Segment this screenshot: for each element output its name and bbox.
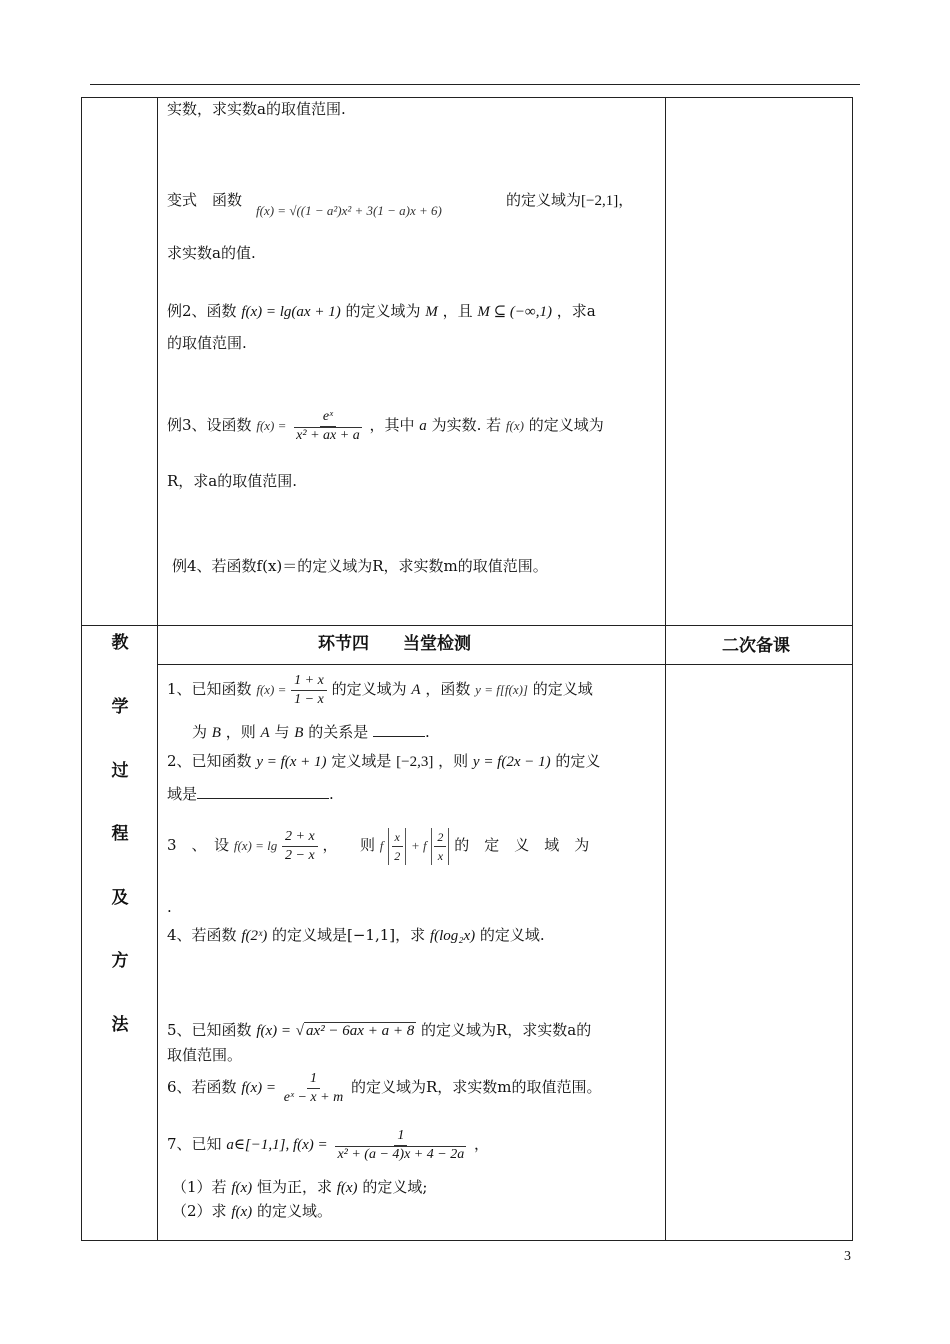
example3-fraction: $\frac{\text{eˣ}}{\text{x² + ax + a}}$ [296, 408, 360, 443]
side-char-6: 方 [111, 951, 129, 971]
side-char-2: 学 [111, 697, 129, 717]
table-border-top [81, 97, 853, 98]
secondary-prep-header: 二次备课 [722, 636, 790, 656]
exercise-2-line2: 域是 . [167, 785, 334, 803]
table-row-divider [81, 625, 853, 626]
exercise-1-line1: 1、已知函数 f(x) = $\frac{1 + x}{1 - x}$ 的定义域为 A ，函数 y = f[f(x)] 的定义域 [167, 672, 593, 707]
exercise-1-line2: 为 B ，则 A 与 B 的关系是 . [192, 723, 430, 741]
exercise-2-line1: 2、已知函数 y = f(x + 1) 定义域是 [−2,3] ，则 y = f(2x − 1) 的定义 [167, 752, 601, 770]
variant-line2: 求实数a的值. [167, 244, 256, 262]
exercise-6: 6、若函数 f(x) = $\frac{1}{\text{eˣ − x + m}}$ 的定义域为R，求实数m的取值范围。 [167, 1070, 602, 1105]
variant-formula: f(x) = √((1 − a²)x² + 3(1 − a)x + 6) [256, 203, 442, 218]
exercise-7: 7、已知 a∈[−1,1], f(x) = $\frac{1}{\text{x² + (a − 4)x + 4 − 2a}}$ ， [167, 1127, 489, 1162]
side-char-1: 教 [111, 633, 129, 653]
table-subheader-divider [157, 664, 853, 665]
variant-domain-text: 的定义域为[−2,1]， [506, 191, 634, 209]
side-char-3: 过 [111, 761, 129, 781]
example3-line1: 例3、设函数 f(x) = $\frac{\text{eˣ}}{\text{x² + ax + a}}$ ，其中 a 为实数. 若 f(x) 的定义域为 [167, 408, 604, 443]
variant-problem: 变式 函数 [167, 191, 243, 209]
exercise-7-part1: （1）若 f(x) 恒为正，求 f(x) 的定义域; [172, 1178, 428, 1196]
answer-blank-1[interactable] [373, 736, 425, 737]
example2-line2: 的取值范围. [167, 334, 247, 352]
section-title: 环节四 当堂检测 [318, 634, 471, 654]
exercise-3-dot: . [167, 898, 172, 916]
side-char-7: 法 [111, 1015, 129, 1035]
table-border-col2 [665, 97, 666, 1241]
exercise-7-part2: （2）求 f(x) 的定义域。 [172, 1202, 332, 1220]
table-border-bottom [81, 1240, 853, 1241]
side-char-4: 程 [111, 824, 129, 844]
exercise-5-line1: 5、已知函数 f(x) = √ ax² − 6ax + a + 8 的定义域为R，求实数a的 [167, 1021, 592, 1039]
example3-line2: R，求a的取值范围. [167, 472, 298, 490]
example4: 例4、若函数f(x)＝的定义域为R，求实数m的取值范围。 [172, 557, 548, 575]
exercise-5-line2: 取值范围。 [167, 1046, 243, 1064]
answer-blank-2[interactable] [197, 798, 329, 799]
exercise-4: 4、若函数 f(2ˣ) 的定义域是[−1,1]，求 f(log₂x) 的定义域. [167, 926, 545, 944]
table-border-right [852, 97, 853, 1241]
exercise-3-line1: 3 、 设 f(x) = lg $\frac{2 + x}{2 - x}$ ， 则 f $\frac{x}{2}$ + f $\frac{2}{x}$ 的 定 义 域 为 [167, 828, 590, 863]
continued-line: 实数，求实数a的取值范围. [167, 100, 346, 118]
header-rule [90, 84, 860, 85]
table-border-left [81, 97, 82, 1241]
page-number: 3 [844, 1249, 851, 1264]
example2-line1: 例2、函数 f(x) = lg(ax + 1) 的定义域为 M ，且 M ⊆ (−∞,1) ，求a [167, 302, 596, 320]
side-char-5: 及 [111, 888, 129, 908]
table-border-col1 [157, 97, 158, 1241]
